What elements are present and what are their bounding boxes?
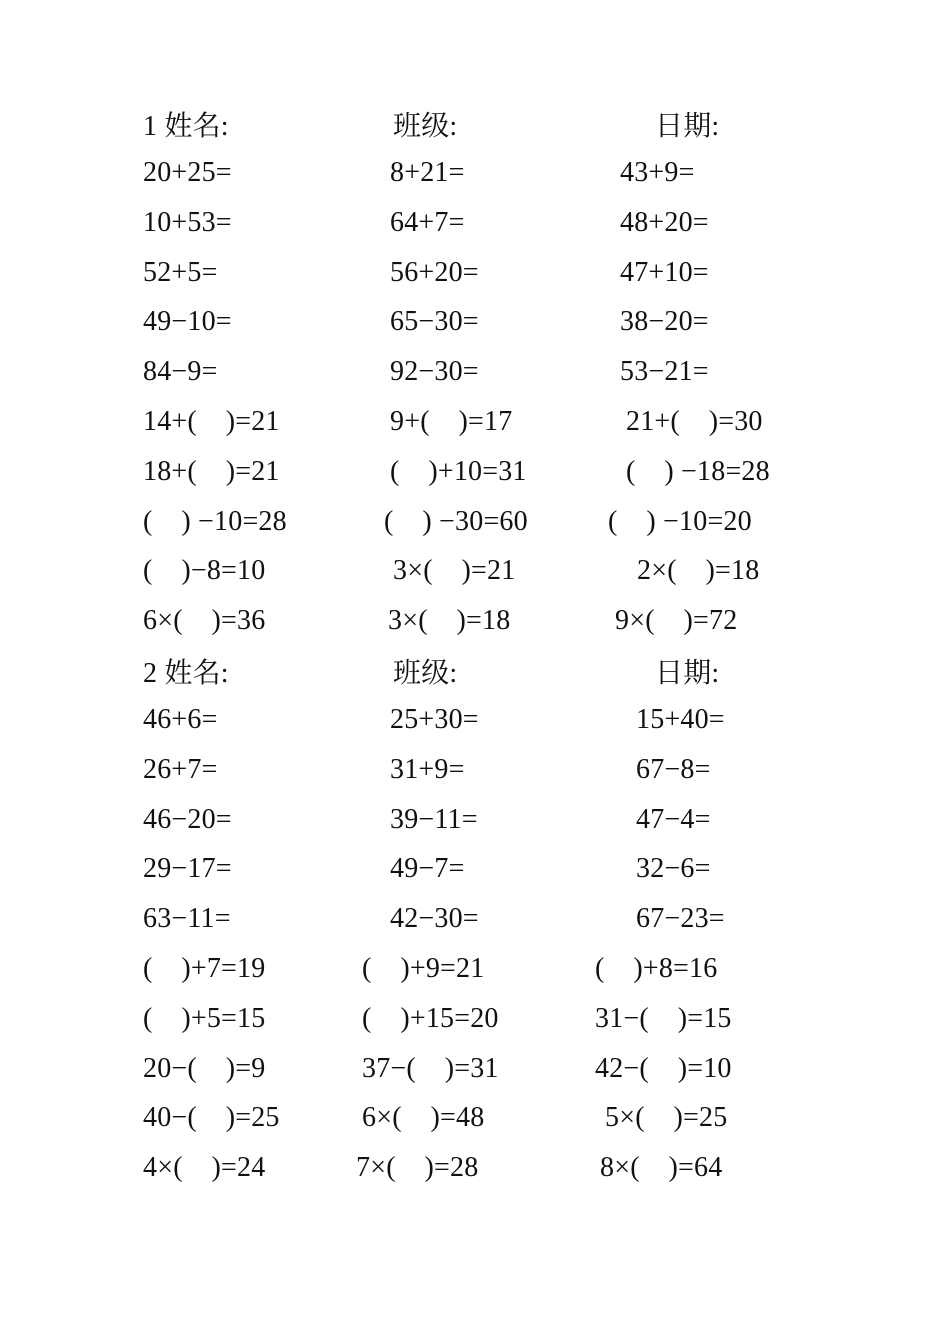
math-problem: 42−( )=10 (595, 1053, 732, 1084)
math-problem: 9+( )=17 (390, 406, 513, 437)
math-problem: 6×( )=48 (362, 1102, 485, 1133)
math-problem: 3×( )=18 (388, 605, 511, 636)
math-problem: ( )+10=31 (390, 456, 527, 487)
math-problem: 38−20= (620, 306, 709, 337)
math-problem: 43+9= (620, 157, 695, 188)
math-problem: 47−4= (636, 804, 711, 835)
math-problem: ( )+15=20 (362, 1003, 499, 1034)
math-problem: 8×( )=64 (600, 1152, 723, 1183)
math-problem: 31+9= (390, 754, 465, 785)
math-problem: 92−30= (390, 356, 479, 387)
math-problem: 10+53= (143, 207, 232, 238)
math-problem: 42−30= (390, 903, 479, 934)
math-problem: 31−( )=15 (595, 1003, 732, 1034)
math-problem: 29−17= (143, 853, 232, 884)
math-problem: ( )+5=15 (143, 1003, 266, 1034)
math-problem: 49−7= (390, 853, 465, 884)
math-problem: ( )+8=16 (595, 953, 718, 984)
math-problem: 37−( )=31 (362, 1053, 499, 1084)
math-problem: 39−11= (390, 804, 478, 835)
header-class-label: 班级: (393, 658, 458, 689)
header-name-label: 1 姓名: (143, 111, 229, 142)
math-problem: 32−6= (636, 853, 711, 884)
math-problem: 65−30= (390, 306, 479, 337)
math-problem: 40−( )=25 (143, 1102, 280, 1133)
math-problem: ( ) −10=20 (608, 506, 752, 537)
math-problem: 6×( )=36 (143, 605, 266, 636)
math-problem: ( )+9=21 (362, 953, 485, 984)
math-problem: 47+10= (620, 257, 709, 288)
math-problem: 46−20= (143, 804, 232, 835)
math-problem: 5×( )=25 (605, 1102, 728, 1133)
header-name-label: 2 姓名: (143, 658, 229, 689)
math-problem: 15+40= (636, 704, 725, 735)
math-problem: 26+7= (143, 754, 218, 785)
math-problem: 52+5= (143, 257, 218, 288)
math-problem: 8+21= (390, 157, 465, 188)
math-problem: 25+30= (390, 704, 479, 735)
math-problem: 48+20= (620, 207, 709, 238)
math-problem: 64+7= (390, 207, 465, 238)
header-class-label: 班级: (393, 111, 458, 142)
math-problem: 20−( )=9 (143, 1053, 266, 1084)
math-problem: 46+6= (143, 704, 218, 735)
math-problem: 9×( )=72 (615, 605, 738, 636)
math-problem: 67−8= (636, 754, 711, 785)
math-problem: ( ) −10=28 (143, 506, 287, 537)
math-problem: 20+25= (143, 157, 232, 188)
math-problem: ( ) −30=60 (384, 506, 528, 537)
math-problem: 49−10= (143, 306, 232, 337)
math-problem: 56+20= (390, 257, 479, 288)
math-problem: ( ) −18=28 (626, 456, 770, 487)
math-problem: 4×( )=24 (143, 1152, 266, 1183)
header-date-label: 日期: (655, 111, 720, 142)
math-problem: 67−23= (636, 903, 725, 934)
math-problem: 2×( )=18 (637, 555, 760, 586)
header-date-label: 日期: (655, 658, 720, 689)
math-problem: 21+( )=30 (626, 406, 763, 437)
math-problem: 63−11= (143, 903, 231, 934)
math-problem: ( )+7=19 (143, 953, 266, 984)
math-problem: 3×( )=21 (393, 555, 516, 586)
math-problem: 18+( )=21 (143, 456, 280, 487)
math-problem: 84−9= (143, 356, 218, 387)
math-problem: 53−21= (620, 356, 709, 387)
math-problem: ( )−8=10 (143, 555, 266, 586)
math-problem: 7×( )=28 (356, 1152, 479, 1183)
math-problem: 14+( )=21 (143, 406, 280, 437)
